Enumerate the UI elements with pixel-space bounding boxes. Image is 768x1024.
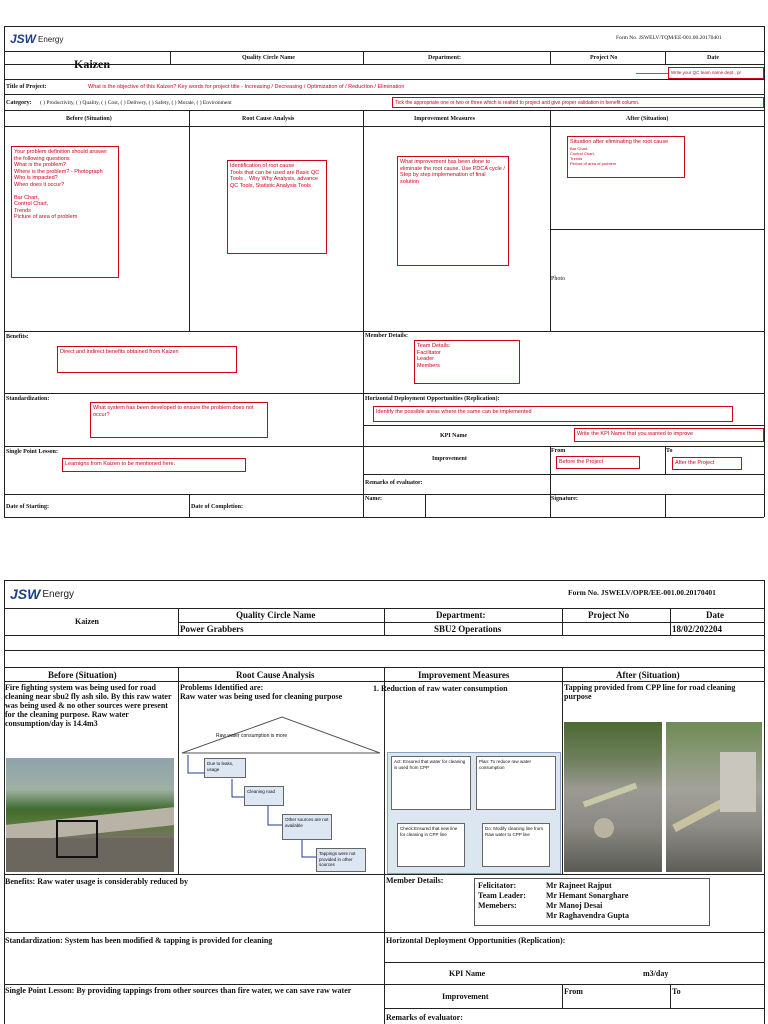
standardization-hint: What system has been developed to ensure the problem does not occur? (90, 402, 268, 438)
rca-step-2: Cleaning road (244, 786, 284, 806)
jsw-energy-logo: JSW Energy (10, 32, 64, 46)
pdca-plan: Plan: To reduce raw water consumption (476, 756, 556, 810)
form-title: Kaizen (74, 57, 110, 71)
before-photo (6, 758, 174, 872)
member-role-1: Team Leader: (478, 891, 526, 900)
date-start-label: Date of Starting: (6, 504, 49, 510)
rca-step-3: Other sources are not available (282, 814, 332, 840)
rca-label: Root Cause Analysis (236, 670, 315, 680)
category-label: Category: (6, 100, 32, 106)
name-label: Name: (365, 496, 382, 502)
form-number: Form No. JSWELV/TQM/EE-001.00.20170401 (616, 35, 722, 41)
form-number: Form No. JSWELV/OPR/EE-001.00.20170401 (568, 588, 716, 597)
after-text: Tapping provided from CPP line for road cleaning purpose (564, 683, 736, 701)
from-label: From (564, 987, 583, 996)
date-label: Date (707, 55, 719, 61)
rca-hint: Identification of root cause Tools that can be used are Basic QC Tools , Why Why Analysis, advance QC Tools, Statistic Analysis Tools (227, 160, 327, 254)
department-label: Department: (436, 610, 486, 620)
form-title: Kaizen (75, 617, 99, 626)
horizontal-hint: Identify the possible areas where the same can be implemented (373, 406, 733, 422)
photo-label: Photo (551, 276, 566, 282)
member-role-2: Memebers: (478, 901, 517, 910)
kpi-name-label: KPI Name (440, 433, 468, 439)
member-details-label: Member Details: (386, 876, 444, 885)
rca-roof-label: Raw water consumption is more (216, 733, 288, 739)
pdca-do: Do: Modify cleaning line from Raw water to CPP line (482, 823, 550, 867)
member-role-0: Felicitator: (478, 881, 517, 890)
rca-label: Root Cause Analysis (242, 116, 295, 122)
to-label: To (672, 987, 681, 996)
to-label: To (666, 448, 673, 454)
benefits-hint: Direct and indirect benefits obtained from Kaizen (57, 346, 237, 373)
signature-label: Signature: (551, 496, 578, 502)
date-label: Date (706, 610, 724, 620)
qc-note-callout: Write your QC team name dept , pr (668, 67, 764, 79)
member-hint: Team Details: Facilitator Leader Members (414, 340, 520, 384)
standardization-label: Standardization: (6, 396, 50, 402)
title-of-project-label: Title of Project: (6, 84, 47, 90)
rca-step-4: Tappings were not provided in other sources (316, 848, 366, 872)
date-value: 18/02/202204 (672, 624, 723, 634)
after-photo-1 (564, 722, 662, 872)
qc-name-value: Power Grabbers (180, 624, 244, 634)
after-project-callout: After the Project (672, 457, 742, 470)
from-label: From (551, 448, 566, 454)
kpi-hint: Write the KPI Name that you wanted to improve (574, 428, 764, 442)
member-details-label: Member Details: (365, 333, 409, 339)
after-photo-2 (666, 722, 762, 872)
standardization-text: Standardization: System has been modified & tapping is provided for cleaning (5, 936, 273, 945)
category-options: ( ) Productivity, ( ) Quality, ( ) Cost, ( ) Delivery, ( ) Safety, ( ) Morale, ( ) Environment (40, 100, 232, 106)
improvement-row-label: Improvement (442, 992, 489, 1001)
member-name-3: Mr Raghavendra Gupta (546, 911, 629, 920)
spl-text: Single Point Lesson: By providing tappings from other sources than fire water, we can save raw water (5, 986, 352, 995)
spl-label: Single Point Lesson: (6, 449, 59, 455)
jsw-energy-logo: JSW Energy (10, 586, 75, 602)
remarks-label: Remarks of evaluator: (386, 1013, 463, 1022)
callout-arrow (636, 73, 668, 74)
department-value: SBU2 Operations (434, 624, 502, 634)
benefits-label: Benefits: (6, 334, 29, 340)
project-no-label: Project No (590, 55, 618, 61)
category-hint: Tick the appropriate one or two or three which is realted to project and give proper validation in benefit column. (392, 97, 764, 108)
before-label: Before (Situation) (66, 116, 112, 122)
pdca-diagram (387, 752, 561, 874)
remarks-label: Remarks of evaluator: (365, 480, 423, 486)
improvement-row-label: Improvement (432, 456, 467, 462)
kpi-unit: m3/day (643, 969, 669, 978)
after-label: After (Situation) (616, 670, 680, 680)
before-hint: Your problem definition should answer the following questions What is the problem? Where is the problem? - Photograph Who is impacted? When does it occur? Bar Chart, Control Chart, Trends Picture of area of problem (11, 146, 119, 278)
qc-name-label: Quality Circle Name (236, 610, 316, 620)
after-label: After (Situation) (626, 116, 669, 122)
horizontal-label: Horizontal Deployment Opportunities (Replication): (365, 396, 500, 402)
before-text: Fire fighting system was being used for road cleaning near sbu2 fly ash silo. By this raw water was being used & no other sources were present for the cleaning purpose. Raw water consumption/day is 14.4m3 (5, 683, 172, 728)
spl-hint: Learnigns from Kaizen to be mentioned here. (62, 458, 246, 472)
member-name-1: Mr Hemant Sonarghare (546, 891, 629, 900)
benefits-text: Benefits: Raw water usage is considerably reduced by (5, 877, 189, 886)
member-name-0: Mr Rajneet Rajput (546, 881, 612, 890)
after-hint-title: Situation after eliminating the root cause (570, 139, 669, 145)
before-label: Before (Situation) (48, 670, 117, 680)
rca-step-1: Due to leaks, usage (204, 758, 246, 778)
member-name-2: Mr Manoj Desai (546, 901, 603, 910)
improvement-text: 1. Reduction of raw water consumption (373, 684, 508, 693)
improvement-label: Improvement Measures (418, 670, 510, 680)
title-hint: What is the objective of this Kaizen? Key words for project title - Increasing / Decreasing / Optimization of / Reduction / Elimination (88, 84, 405, 90)
rca-text: Problems Identified are: Raw water was being used for cleaning purpose (180, 683, 343, 701)
horizontal-label: Horizontal Deployment Opportunities (Replication): (386, 936, 566, 945)
after-hint (567, 136, 685, 178)
department-label: Department: (428, 55, 461, 61)
improvement-hint: What improvement has been done to eliminate the root cause. Use PDCA cycle / Step by step implemenation of final solution (397, 156, 509, 266)
pdca-check: Check:Ensured that new line for cleaning in CPP line (397, 823, 465, 867)
date-completion-label: Date of Completion: (191, 504, 243, 510)
kpi-name-label: KPI Name (449, 969, 486, 978)
qc-name-label: Quality Circle Name (242, 55, 295, 61)
pdca-act: Act: Ensured that water for cleaning is used from CPP (391, 756, 471, 810)
improvement-label: Improvement Measures (414, 116, 475, 122)
before-project-callout: Before the Project (556, 456, 640, 469)
after-hint-items: Bar Chart, Control Chart, Trends Picture of area of problem (570, 145, 617, 166)
project-no-label: Project No (588, 610, 630, 620)
